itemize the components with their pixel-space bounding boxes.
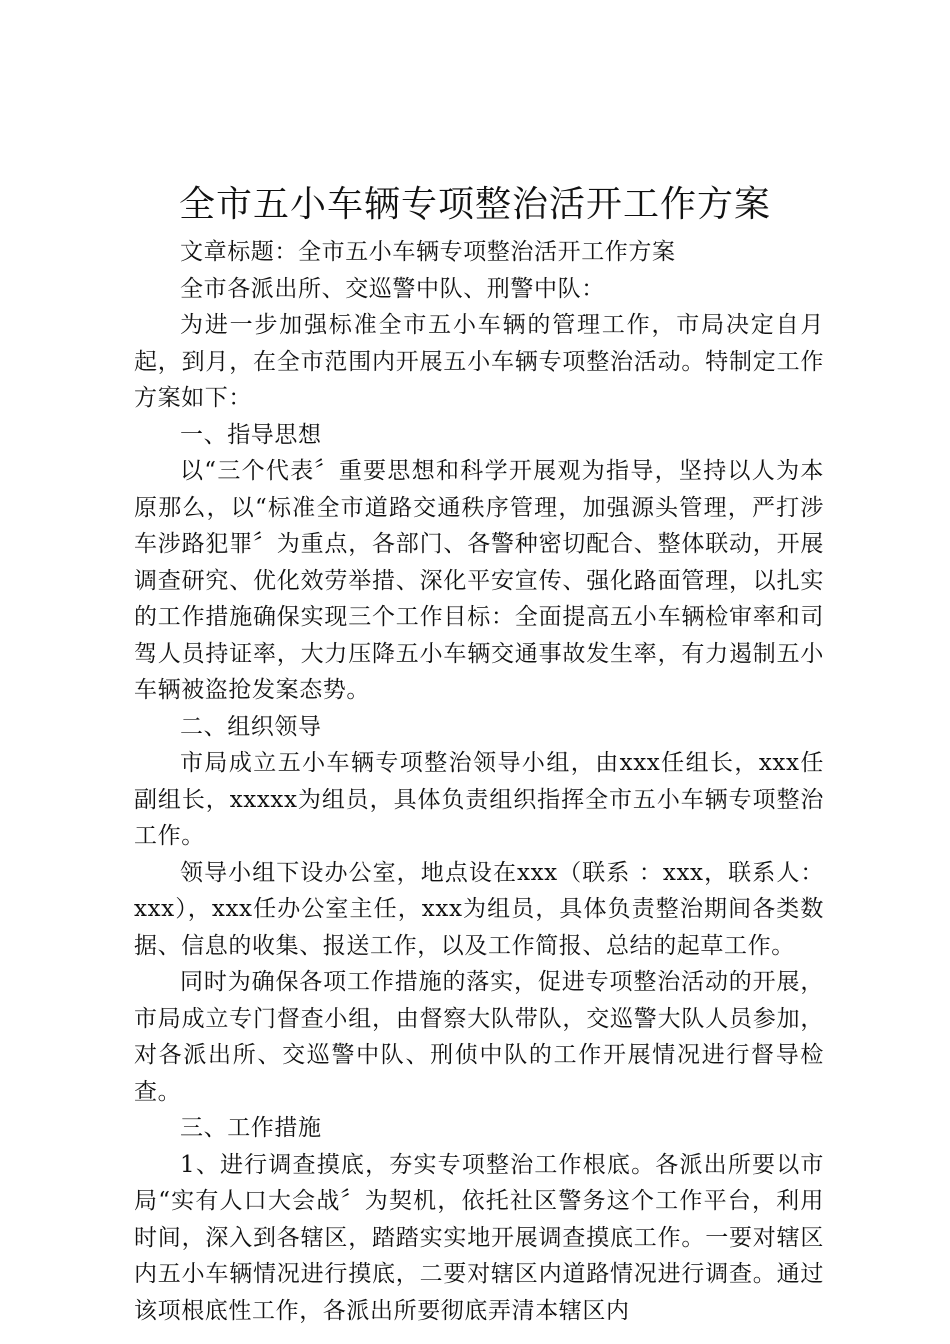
section-heading-guiding-thought: 一、指导思想 [180,421,322,448]
document-title: 全市五小车辆专项整治活开工作方案 [178,184,771,225]
paragraph-office: 领导小组下设办公室，地点设在xxx（联系 ：xxx，联系人：xxx），xxx任办公室主任，xxx为组员，具体负责整治期间各类数据、信息的收集、报送工作，以及工作简报、总结的起草工作。 [134,859,824,959]
section-heading-organization: 二、组织领导 [180,713,322,740]
paragraph-supervision: 同时为确保各项工作措施的落实，促进专项整治活动的开展，市局成立专门督查小组，由督察大队带队，交巡警大队人员参加，对各派出所、交巡警中队、刑侦中队的工作开展情况进行督导检查。 [134,969,824,1105]
paragraph-measure-1: 1、进行调查摸底，夯实专项整治工作根底。各派出所要以市局“实有人口大会战〞为契机，依托社区警务这个工作平台，利用时间，深入到各辖区，踏踏实实地开展调查摸底工作。一要对辖区内五小车辆情况进行摸底，二要对辖区内道路情况进行调查。通过该项根底性工作，各派出所要彻底弄清本辖区内 [134,1151,824,1324]
paragraph-intro: 为进一步加强标准全市五小车辆的管理工作，市局决定自月起，到月，在全市范围内开展五小车辆专项整治活动。特制定工作方案如下： [134,312,824,411]
paragraph-guiding-thought: 以“三个代表〞重要思想和科学开展观为指导，坚持以人为本原那么，以“标准全市道路交通秩序管理，加强源头管理，严打涉车涉路犯罪〞为重点，各部门、各警种密切配合、整体联动，开展调查研究、优化效劳举措、深化平安宣传、强化路面管理，以扎实的工作措施确保实现三个工作目标：全面提高五小车辆检审率和司驾人员持证率，大力压降五小车辆交通事故发生率，有力遏制五小车辆被盗抢发案态势。 [134,458,824,703]
paragraph-leading-group: 市局成立五小车辆专项整治领导小组，由xxx任组长，xxx任副组长，xxxxx为组员，具体负责组织指挥全市五小车辆专项整治工作。 [134,750,824,849]
paragraph-addressee: 全市各派出所、交巡警中队、刑警中队： [180,275,605,302]
paragraph-article-title: 文章标题：全市五小车辆专项整治活开工作方案 [180,239,676,265]
section-heading-measures: 三、工作措施 [180,1115,322,1141]
document-body [134,234,824,1329]
